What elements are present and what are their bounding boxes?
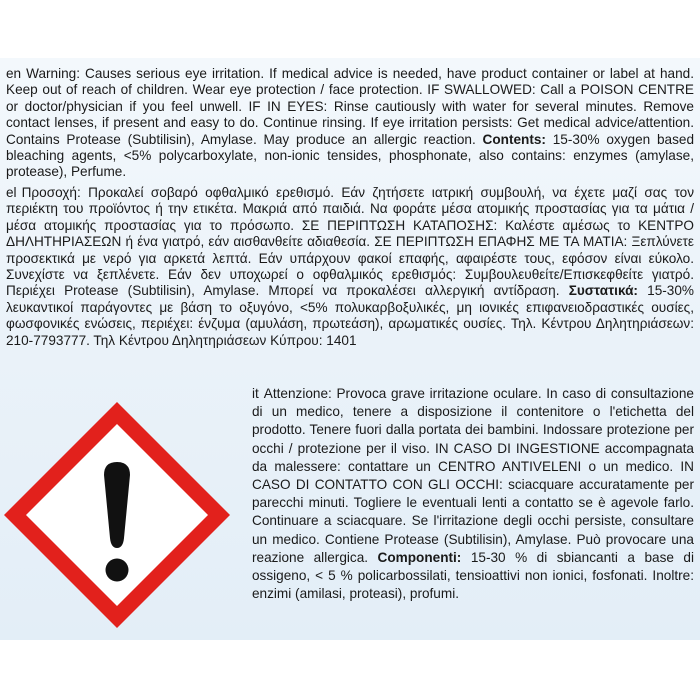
contents-body-it: 15-30 % di sbiancanti a base di ossigeno, < 5 % policarbossilati, tensioattivi non ionici, fosfonati. Inoltre: enzimi (amilasi, proteasi), profumi. [252,549,694,602]
ghs-hazard-pictogram [0,398,234,632]
warning-label-en: Warning: [26,66,81,81]
contents-body-el: 15-30% λευκαντικοί παράγοντες με βάση το οξυγόνο, <5% πολυκαρβοξυλικές, μη ιονικές επιφανειοδραστικές ουσίες, φωσφονικές ενώσεις, περιέχει: ένζυμα (αμυλάση, πρωτεάση), αρωματικές ουσίες. [6,283,695,332]
contents-label-it: Componenti: [377,549,462,565]
warning-text-italian [252,385,694,603]
poison-centre-phone-el: Τηλ. Κέντρου Δηλητηριάσεων: 210-7793777. Τηλ Κέντρου Δηλητηριάσεων Κύπρου: 1401 [6,316,694,348]
ghs-exclamation-mark-icon [0,398,234,632]
contents-label-en: Contents: [482,131,546,147]
warning-label-el: Προσοχή: [21,185,81,200]
warning-body-el: Προκαλεί σοβαρό οφθαλμικό ερεθισμό. Εάν ζητήσετε ιατρική συμβουλή, να έχετε μαζί σας τον περιέκτη του προϊόντος ή την ετικέτα. Μακριά από παιδιά. Να φοράτε μέσα ατομικής προστασίας για τα μάτια / μέσα ατομικής προστασίας για το πρόσωπο. ΣΕ ΠΕΡΙΠΤΩΣΗ ΚΑΤΑΠΟΣΗΣ: Καλέστε αμέσως το ΚΕΝΤΡΟ ΔΗΛΗΤΗΡΙΑΣΕΩΝ ή ένα γιατρό, εάν αισθανθείτε αδιαθεσία. ΣΕ ΠΕΡΙΠΤΩΣΗ ΕΠΑΦΗΣ ΜΕ ΤΑ ΜΑΤΙΑ: Ξεπλύνετε προσεκτικά με νερό για αρκετά λεπτά. Εάν υπάρχουν φακοί επαφής, αφαιρέστε τους, εφόσον είναι εύκολο. Συνεχίστε να ξεπλένετε. Εάν δεν υποχωρεί ο οφθαλμικός ερεθισμός: Συμβουλευθείτε/Επισκεφθείτε γιατρό. Περιέχει Protease (Subtilisin), Amylase. Μπορεί να προκαλέσει αλλεργική αντίδραση. [6,185,694,299]
warning-text-greek [6,185,694,349]
language-code-it: it [252,386,259,401]
warning-body-en: Causes serious eye irritation. If medical advice is needed, have product container or label at hand. Keep out of reach of children. Wear eye protection / face protection. IF SWALLOWED: Call a POISON CENTRE or doctor/physician if you feel unwell. IF IN EYES: Rinse cautiously with water for several minutes. Remove contact lenses, if present and easy to do. Continue rinsing. If eye irritation persists: Get medical advice/attention. Contains Protease (Subtilisin), Amylase. May produce an allergic reaction. [6,66,694,147]
warning-body-it: Provoca grave irritazione oculare. In caso di consultazione di un medico, tenere a disposizione il contenitore o l'etichetta del prodotto. Tenere fuori dalla portata dei bambini. Indossare protezione per occhi / protezione per il viso. IN CASO DI INGESTIONE accompagnata da malessere: contattare un CENTRO ANTIVELENI o un medico. IN CASO DI CONTATTO CON GLI OCCHI: sciacquare accuratamente per parecchi minuti. Togliere le eventuali lenti a contatto se è agevole farlo. Continuare a sciacquare. Se l'irritazione degli occhi persiste, consultare un medico. Contiene Protease (Subtilisin), Amylase. Può provocare una reazione allergica. [252,386,694,565]
warning-label-it: Attenzione: [263,386,332,401]
contents-label-el: Συστατικά: [568,283,638,299]
language-code-en: en [6,66,22,81]
contents-body-en: 15-30% oxygen based bleaching agents, <5% polycarboxylate, non-ionic tensides, phosphonate, also contains: enzymes (amylase, protease), Perfume. [6,131,695,180]
exclamation-dot [106,559,129,582]
warning-text-english [6,66,694,181]
language-code-el: el [6,185,17,200]
